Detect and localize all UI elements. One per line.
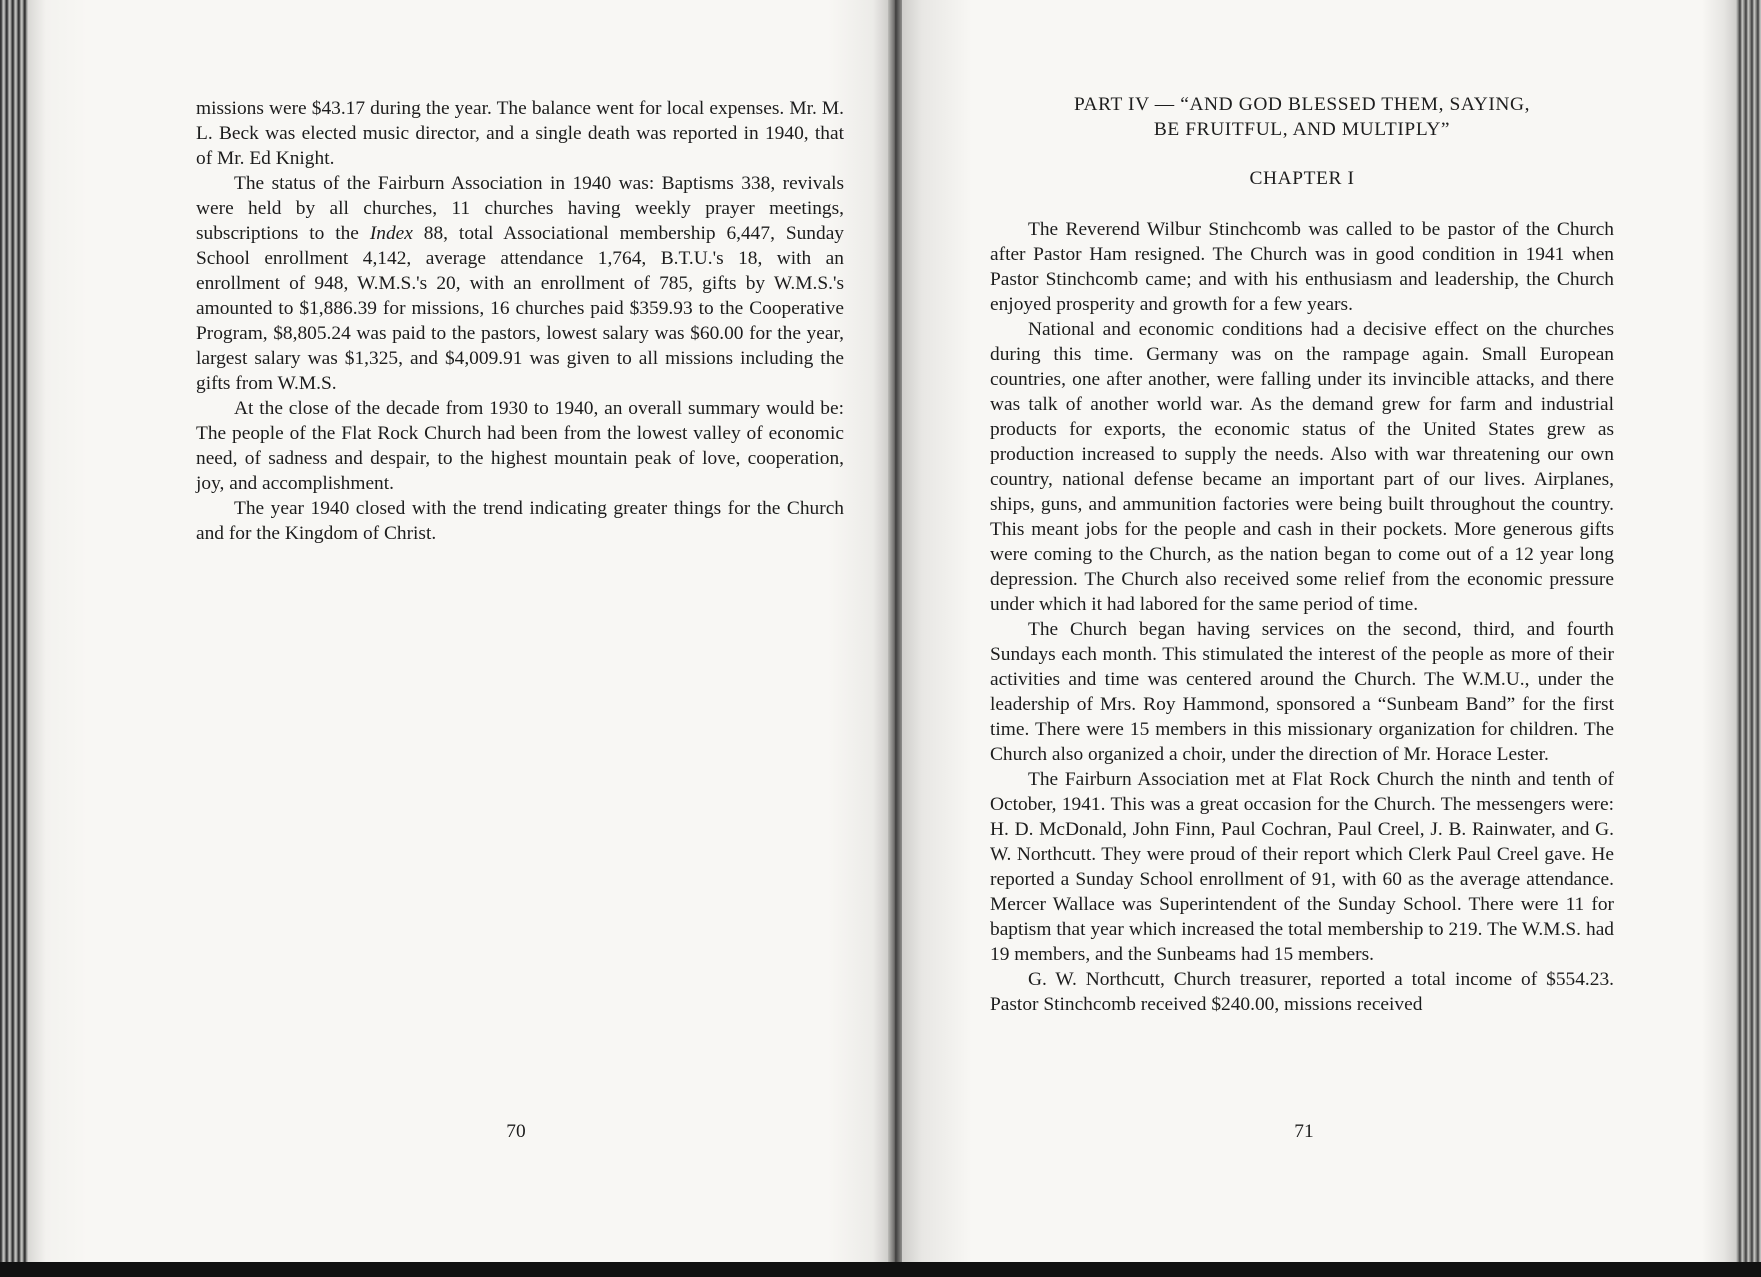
right-paragraph-4: The Fairburn Association met at Flat Rock Church the ninth and tenth of October, 1941. This was a great occasion for the Church. The messengers were: H. D. McDonald, John Finn, Paul Cochran, Paul Creel, J. B. Rainwater, and G. W. Northcutt. They were proud of their report which Clerk Paul Creel gave. He reported a Sunday School enrollment of 91, with 60 as the average attendance. Mercer Wallace was Superintendent of the Sunday School. There were 11 for baptism that year which increased the total membership to 219. The W.M.S. had 19 members, and the Sunbeams had 15 members. <box>990 769 1614 965</box>
book-gutter <box>888 0 902 1277</box>
left-paragraph-1: missions were $43.17 during the year. The balance went for local expenses. Mr. M. L. Beck was elected music director, and a single death was reported in 1940, that of Mr. Ed Knight. <box>196 98 844 169</box>
left-paragraph-3: At the close of the decade from 1930 to 1940, an overall summary would be: The people of the Flat Rock Church had been from the lowest valley of economic need, of sadness and despair, to the highest mountain peak of love, cooperation, joy, and accomplishment. <box>196 398 844 494</box>
right-page <box>902 0 1736 1262</box>
left-paragraph-2 <box>196 171 844 396</box>
right-paragraph-5: G. W. Northcutt, Church treasurer, reported a total income of $554.23. Pastor Stinchcomb received $240.00, missions received <box>990 969 1614 1015</box>
page-edges-left <box>0 0 28 1277</box>
index-italic: Index <box>369 223 413 244</box>
right-paragraph-2: National and economic conditions had a decisive effect on the churches during this time. Germany was on the rampage again. Small European countries, one after another, were falling under its invincible attacks, and there was talk of another world war. As the demand grew for farm and industrial products for exports, the economic status of the United States grew as production increased to supply the needs. Also with war threatening our own country, national defense became an important part of our lives. Airplanes, ships, guns, and ammunition factories were being built throughout the country. This meant jobs for the people and cash in their pockets. More generous gifts were coming to the Church, as the nation began to come out of a 12 year long depression. The Church also received some relief from the economic pressure under which it had labored for the same period of time. <box>990 319 1614 615</box>
right-paragraph-3: The Church began having services on the second, third, and fourth Sundays each month. This stimulated the interest of the people as more of their activities and time was centered around the Church. The W.M.U., under the leadership of Mrs. Roy Hammond, sponsored a “Sunbeam Band” for the first time. There were 15 members in this missionary organization for children. The Church also organized a choir, under the direction of Mr. Horace Lester. <box>990 619 1614 765</box>
left-page-text <box>196 96 844 546</box>
part-title <box>990 92 1614 142</box>
left-paragraph-4: The year 1940 closed with the trend indicating greater things for the Church and for the Kingdom of Christ. <box>196 498 844 544</box>
left-paragraph-2-part-a: The status of the Fairburn Association in 1940 was: Baptisms 338, revivals were held by all churches, 11 churches having weekly prayer meetings, subscriptions to the <box>196 173 844 244</box>
page-edges-right <box>1736 0 1761 1277</box>
right-paragraph-1: The Reverend Wilbur Stinchcomb was called to be pastor of the Church after Pastor Ham resigned. The Church was in good condition in 1941 when Pastor Stinchcomb came; and with his enthusiasm and leadership, the Church enjoyed prosperity and growth for a few years. <box>990 219 1614 315</box>
page-number-left: 70 <box>506 1121 526 1142</box>
left-page <box>28 0 888 1262</box>
page-number-right: 71 <box>1294 1121 1314 1142</box>
bottom-shadow <box>0 1262 1761 1277</box>
chapter-title: CHAPTER I <box>1249 168 1355 189</box>
part-title-line-2: BE FRUITFUL, AND MULTIPLY” <box>1153 119 1451 140</box>
right-page-text <box>990 217 1614 1017</box>
part-title-line-1: PART IV — “AND GOD BLESSED THEM, SAYING, <box>1073 94 1531 115</box>
left-paragraph-2-part-b: 88, total Associational membership 6,447, Sunday School enrollment 4,142, average attendance 1,764, B.T.U.'s 18, with an enrollment of 948, W.M.S.'s 20, with an enrollment of 785, gifts by W.M.S.'s amounted to $1,886.39 for missions, 16 churches paid $359.93 to the Cooperative Program, $8,805.24 was paid to the pastors, lowest salary was $60.00 for the year, largest salary was $1,325, and $4,009.91 was given to all missions including the gifts from W.M.S. <box>196 223 844 394</box>
